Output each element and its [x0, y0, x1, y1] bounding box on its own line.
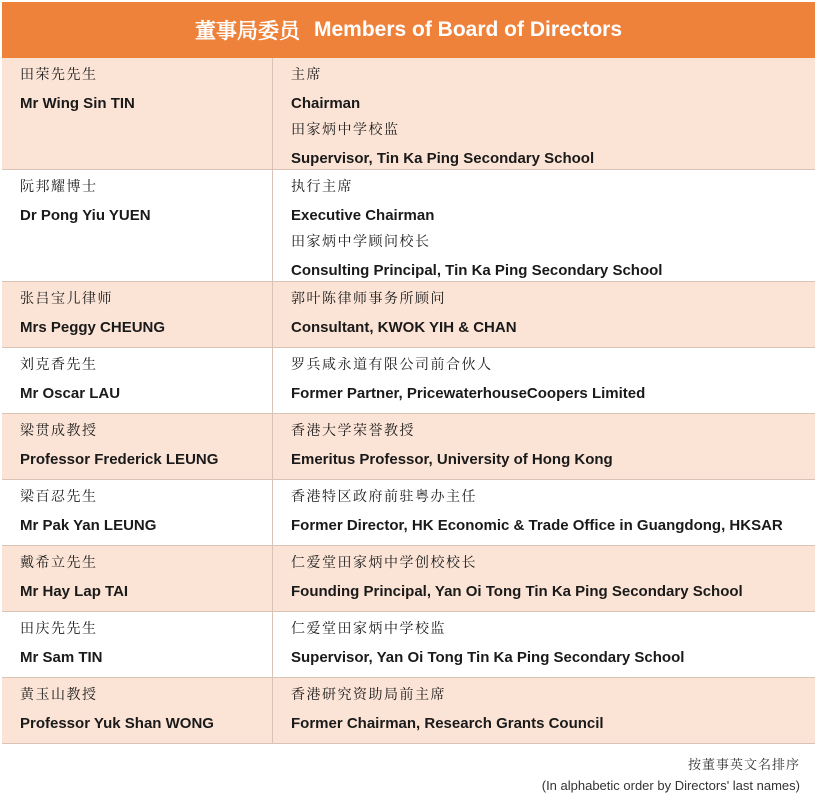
member-name-cell — [2, 348, 273, 413]
table-row — [2, 348, 815, 414]
member-role-en: Consultant, KWOK YIH & CHAN — [291, 318, 517, 336]
member-name-zh: 戴希立先生 — [20, 555, 98, 571]
member-name-en: Dr Pong Yiu YUEN — [20, 206, 151, 224]
member-name-en: Mrs Peggy CHEUNG — [20, 318, 166, 336]
member-role-cell — [273, 170, 815, 281]
footnote-zh: 按董事英文名排序 — [687, 758, 800, 773]
member-name-cell — [2, 678, 273, 743]
member-role-cell — [273, 348, 815, 413]
member-name-zh: 刘克香先生 — [20, 357, 98, 373]
member-name-cell — [2, 170, 273, 281]
member-role-zh: 仁爱堂田家炳中学创校校长 — [291, 555, 477, 571]
member-name-en: Mr Wing Sin TIN — [20, 94, 135, 112]
member-role-en: Founding Principal, Yan Oi Tong Tin Ka Ping Secondary School — [291, 582, 743, 600]
member-role-cell — [273, 282, 815, 347]
member-name-cell — [2, 612, 273, 677]
member-name-cell — [2, 282, 273, 347]
member-name-en: Professor Frederick LEUNG — [20, 450, 219, 468]
table-row — [2, 282, 815, 348]
member-name-en: Mr Pak Yan LEUNG — [20, 516, 157, 534]
member-role-zh: 仁爱堂田家炳中学校监 — [291, 621, 446, 637]
member-role-en: Chairman — [291, 94, 361, 112]
header-title-zh: 董事局委员 — [194, 18, 300, 43]
table-row — [2, 170, 815, 282]
member-name-cell — [2, 414, 273, 479]
member-role-zh: 主席 — [291, 67, 322, 83]
footnote-en: (In alphabetic order by Directors' last names) — [541, 778, 800, 793]
member-name-en: Mr Hay Lap TAI — [20, 582, 129, 600]
member-role-zh: 罗兵咸永道有限公司前合伙人 — [291, 357, 493, 373]
member-role-cell — [273, 678, 815, 743]
table-row — [2, 480, 815, 546]
member-role-zh: 香港大学荣誉教授 — [291, 423, 415, 439]
table-row — [2, 414, 815, 480]
member-role-cell — [273, 480, 815, 545]
table-row — [2, 612, 815, 678]
member-name-cell — [2, 480, 273, 545]
member-name-zh: 黄玉山教授 — [20, 687, 98, 703]
member-role-cell — [273, 546, 815, 611]
member-name-zh: 田荣先先生 — [20, 67, 98, 83]
member-role-en: Former Director, HK Economic & Trade Office in Guangdong, HKSAR — [291, 516, 783, 534]
table-row — [2, 678, 815, 744]
member-name-zh: 张吕宝儿律师 — [20, 291, 113, 307]
member-role-cell — [273, 612, 815, 677]
member-role-zh: 香港特区政府前驻粤办主任 — [291, 489, 477, 505]
member-role-zh: 田家炳中学校监 — [291, 122, 400, 138]
member-role-zh: 田家炳中学顾问校长 — [291, 234, 431, 250]
member-name-zh: 田庆先先生 — [20, 621, 98, 637]
member-name-zh: 梁贯成教授 — [20, 423, 98, 439]
member-role-en: Consulting Principal, Tin Ka Ping Secondary School — [291, 261, 663, 279]
member-name-en: Mr Oscar LAU — [20, 384, 121, 402]
member-name-cell — [2, 546, 273, 611]
member-role-cell — [273, 58, 815, 169]
member-role-en: Emeritus Professor, University of Hong Kong — [291, 450, 613, 468]
table-header — [2, 2, 815, 58]
member-name-en: Mr Sam TIN — [20, 648, 103, 666]
member-role-en: Supervisor, Yan Oi Tong Tin Ka Ping Secondary School — [291, 648, 685, 666]
member-role-zh: 香港研究资助局前主席 — [291, 687, 446, 703]
member-role-en: Former Partner, PricewaterhouseCoopers Limited — [291, 384, 646, 402]
member-role-en: Supervisor, Tin Ka Ping Secondary School — [291, 149, 595, 167]
table-row — [2, 58, 815, 170]
member-name-en: Professor Yuk Shan WONG — [20, 714, 214, 732]
member-role-en: Former Chairman, Research Grants Council — [291, 714, 604, 732]
member-role-en: Executive Chairman — [291, 206, 435, 224]
header-title-en: Members of Board of Directors — [313, 18, 623, 41]
member-name-zh: 梁百忍先生 — [20, 489, 98, 505]
footnote — [542, 755, 800, 795]
board-table — [2, 2, 815, 744]
member-role-zh: 郭叶陈律师事务所顾问 — [291, 291, 446, 307]
table-row — [2, 546, 815, 612]
member-role-cell — [273, 414, 815, 479]
member-name-zh: 阮邦耀博士 — [20, 179, 98, 195]
member-name-cell — [2, 58, 273, 169]
member-role-zh: 执行主席 — [291, 179, 353, 195]
